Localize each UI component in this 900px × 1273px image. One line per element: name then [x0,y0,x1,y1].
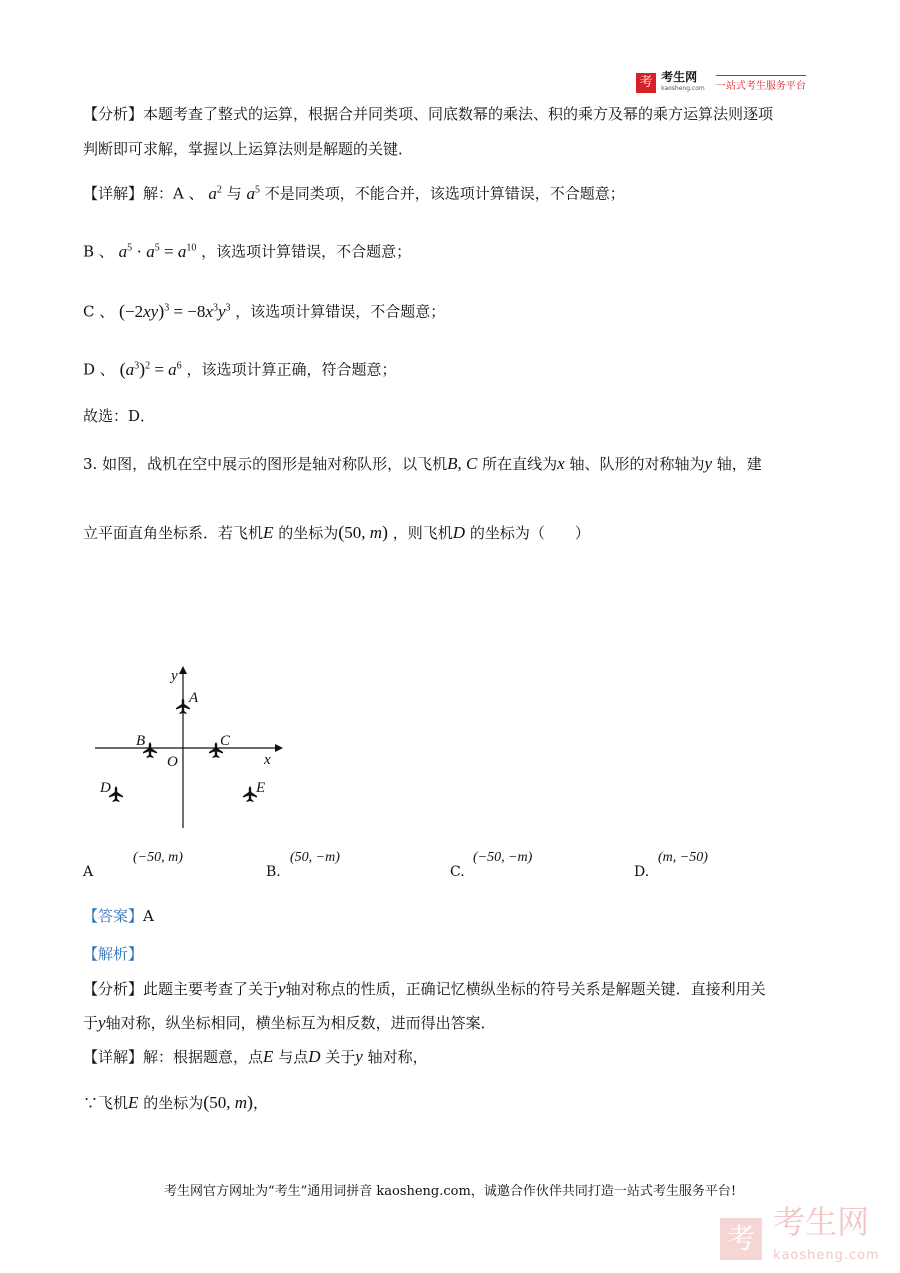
coordinate-figure [90,660,290,835]
label-y: y [171,668,178,684]
plane-a-icon [176,698,190,714]
q2-detail-b: B 、 $a^5 \cdot a^5 = a^{10}$ ，该选项计算错误，不合题意； [83,241,412,261]
formula-a2: $a^2$ [208,183,222,203]
choice-c-label: C. [450,864,465,880]
label-a: A [189,690,199,706]
q3-detail-line2: ∵飞机E 的坐标为(50, m)， [83,1092,268,1112]
formula-b: $a^5 \cdot a^5 = a^{10}$ [118,241,197,261]
choice-b-value: (50, −m) [290,850,340,865]
logo-text: 考生网 kaosheng.com [661,70,705,92]
footer-text: 考生网官方网址为“考生”通用词拼音 kaosheng.com，诚邀合作伙伴共同打造一站式考生服务平台! [163,1184,737,1199]
q2-analysis-line1: 【分析】本题考查了整式的运算，根据合并同类项、同底数幂的乘法、积的乘方及幂的乘方运算法则逐项 [83,105,774,123]
formula-c: $(-2xy)^3 = -8x^3y^3$ [119,300,231,321]
q3-stem-line1: 3. 如图，战机在空中展示的图形是轴对称队形，以飞机B, C 所在直线为x 轴、队形的对称轴为y 轴，建 [83,454,762,473]
plane-d-icon [109,786,123,802]
choice-b-label: B. [266,864,281,880]
q3-stem-line2: 立平面直角坐标系．若飞机E 的坐标为(50, m) ，则飞机D 的坐标为（ ） [83,522,590,542]
label-c: C [220,733,231,749]
q3-analysis-line2: 于y轴对称，纵坐标相同，横坐标互为相反数，进而得出答案． [83,1013,496,1032]
q2-analysis-line2: 判断即可求解，掌握以上运算法则是解题的关键． [83,140,414,158]
label-o: O [167,754,178,770]
choice-a-label: A [83,864,94,880]
watermark-icon: 考 [720,1218,762,1260]
label-e: E [256,780,266,796]
q3-analysis-line1: 【分析】此题主要考查了关于y轴对称点的性质，正确记忆横纵坐标的符号关系是解题关键．直接利用关 [83,979,766,998]
logo-icon: 考 [636,73,656,93]
choice-d-value: (m, −50) [658,850,708,865]
header-slogan: 一站式考生服务平台 [716,75,806,92]
formula-a5: $a^5$ [246,183,260,203]
q3-detail-line1: 【详解】解：根据题意，点E 与点D 关于y 轴对称， [83,1047,428,1066]
q2-choose: 故选：D． [83,407,156,425]
watermark-logo: 考 考生网 kaosheng.com [720,1205,880,1273]
q3-explain-label: 【解析】 [83,945,144,963]
choice-d-label: D. [634,864,650,880]
plane-e-icon [243,786,257,802]
choice-c-value: (−50, −m) [473,850,533,865]
x-axis-arrow-icon [275,744,283,752]
y-axis-arrow-icon [179,666,187,674]
header-logo [636,72,806,94]
q2-detail-d: D 、 $(a^3)^2 = a^6$ ，该选项计算正确，符合题意； [83,358,397,379]
q2-detail-c: C 、 $(-2xy)^3 = -8x^3y^3$ ，该选项计算错误，不合题意； [83,300,446,321]
label-d: D [100,780,111,796]
q2-detail-a: 【详解】解：A 、 $a^2$ 与 $a^5$ 不是同类项，不能合并，该选项计算错误，不合题意； [83,183,625,203]
label-b: B [136,733,146,749]
choice-a-value: (−50, m) [133,850,183,865]
formula-d: $(a^3)^2 = a^6$ [119,358,182,379]
q3-answer: 【答案】A [83,907,154,925]
label-x: x [264,752,271,768]
